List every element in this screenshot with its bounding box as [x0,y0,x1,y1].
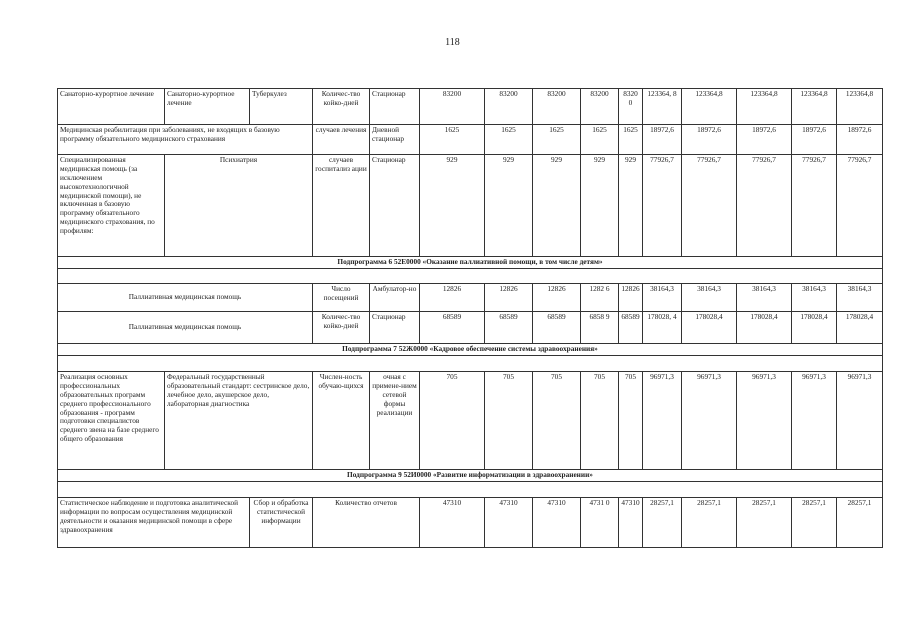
cell-service: Паллиативная медицинская помощь [58,284,313,312]
cell-volume-4: 83200 [581,89,619,125]
page-number: 118 [445,37,460,48]
cell-finance-5: 77926,7 [837,155,883,257]
cell-volume-2: 1625 [485,125,533,155]
cell-volume-5: 929 [619,155,643,257]
budget-table [57,88,883,548]
cell-content: Санаторно-курортное лечение [165,89,250,125]
cell-form: Стационар [370,312,420,344]
cell-finance-4: 18972,6 [792,125,837,155]
cell-indicator: Количес-тво койко-дней [313,89,370,125]
cell-finance-3: 178028,4 [737,312,792,344]
cell-content: Федеральный государственный образовательный стандарт: сестринское дело, лечебное дело, акушерское дело, лабораторная диагностика [165,372,313,470]
subprogram-9-title: Подпрограмма 9 52И0000 «Развитие информатизации в здравоохранении» [58,470,883,482]
cell-finance-5: 18972,6 [837,125,883,155]
subprogram-6-title: Подпрограмма 6 52Е0000 «Оказание паллиативной помощи, в том числе детям» [58,257,883,269]
cell-finance-3: 38164,3 [737,284,792,312]
cell-finance-2: 96971,3 [682,372,737,470]
cell-finance-1: 18972,6 [643,125,682,155]
cell-volume-1: 1625 [420,125,485,155]
cell-volume-2: 68589 [485,312,533,344]
cell-volume-5: 47310 [619,498,643,548]
cell-indicator: Количес-тво койко-дней [313,312,370,344]
cell-content: Сбор и обработка статистической информации [250,498,313,548]
cell-form: Амбулатор-но [370,284,420,312]
cell-finance-1: 77926,7 [643,155,682,257]
spacer-cell [58,269,883,284]
cell-finance-2: 123364,8 [682,89,737,125]
cell-volume-3: 1625 [533,125,581,155]
cell-finance-3: 77926,7 [737,155,792,257]
spacer-cell [58,482,883,498]
cell-service: Паллиативная медицинская помощь [58,312,313,344]
cell-finance-2: 77926,7 [682,155,737,257]
cell-finance-1: 123364, 8 [643,89,682,125]
cell-finance-2: 28257,1 [682,498,737,548]
cell-volume-4: 929 [581,155,619,257]
subprogram-row [58,470,883,482]
spacer-row [58,269,883,284]
cell-volume-4: 4731 0 [581,498,619,548]
cell-volume-3: 705 [533,372,581,470]
cell-profile: Психиатрия [165,155,313,257]
cell-form: очная с примене-нием сетевой формы реализации [370,372,420,470]
cell-indicator: Число посещений [313,284,370,312]
cell-volume-5: 705 [619,372,643,470]
cell-indicator: Числен-ность обучаю-щихся [313,372,370,470]
cell-service: Медицинская реабилитация при заболеваниях, не входящих в базовую программу обязательного медицинского страхования [58,125,313,155]
table-row [58,89,883,125]
cell-finance-5: 123364,8 [837,89,883,125]
cell-service: Статистическое наблюдение и подготовка аналитической информации по вопросам осуществления медицинской деятельности и оказания медицинской помощи в сфере здравоохранения [58,498,250,548]
table-row [58,372,883,470]
cell-finance-2: 38164,3 [682,284,737,312]
cell-finance-1: 38164,3 [643,284,682,312]
cell-volume-5: 1625 [619,125,643,155]
cell-volume-3: 12826 [533,284,581,312]
cell-finance-2: 178028,4 [682,312,737,344]
cell-volume-3: 929 [533,155,581,257]
cell-volume-4: 705 [581,372,619,470]
cell-finance-4: 28257,1 [792,498,837,548]
cell-service: Реализация основных профессиональных образовательных программ среднего профессионального образования - программ подготовки специалистов среднего звена на базе среднего общего образования [58,372,165,470]
cell-finance-3: 18972,6 [737,125,792,155]
cell-volume-2: 47310 [485,498,533,548]
cell-indicator: случаев госпитализ ации [313,155,370,257]
cell-finance-3: 123364,8 [737,89,792,125]
cell-finance-4: 123364,8 [792,89,837,125]
cell-volume-5: 12826 [619,284,643,312]
cell-service: Специализированная медицинская помощь (за исключением высокотехнологичной медицинской помощи), не включенная в базовую программу обязательного медицинского страхования, по профилям: [58,155,165,257]
cell-volume-1: 83200 [420,89,485,125]
cell-finance-3: 96971,3 [737,372,792,470]
cell-volume-2: 83200 [485,89,533,125]
cell-volume-5: 8320 0 [619,89,643,125]
cell-volume-1: 705 [420,372,485,470]
cell-volume-2: 929 [485,155,533,257]
cell-finance-4: 178028,4 [792,312,837,344]
cell-finance-1: 28257,1 [643,498,682,548]
cell-finance-4: 38164,3 [792,284,837,312]
cell-finance-4: 96971,3 [792,372,837,470]
cell-volume-1: 12826 [420,284,485,312]
table-row [58,312,883,344]
cell-finance-1: 178028, 4 [643,312,682,344]
cell-volume-4: 6858 9 [581,312,619,344]
cell-volume-4: 1625 [581,125,619,155]
spacer-row [58,356,883,372]
cell-volume-1: 929 [420,155,485,257]
cell-volume-1: 68589 [420,312,485,344]
cell-form: Стационар [370,155,420,257]
cell-finance-3: 28257,1 [737,498,792,548]
spacer-row [58,482,883,498]
cell-indicator: случаев лечения [313,125,370,155]
table-row [58,125,883,155]
cell-form: Дневной стационар [370,125,420,155]
cell-volume-1: 47310 [420,498,485,548]
cell-volume-3: 83200 [533,89,581,125]
cell-volume-4: 1282 6 [581,284,619,312]
cell-volume-5: 68589 [619,312,643,344]
subprogram-row [58,257,883,269]
cell-profile: Туберкулез [250,89,313,125]
cell-finance-5: 28257,1 [837,498,883,548]
subprogram-row [58,344,883,356]
subprogram-7-title: Подпрограмма 7 52Ж0000 «Кадровое обеспечение системы здравоохранения» [58,344,883,356]
cell-volume-2: 705 [485,372,533,470]
cell-finance-1: 96971,3 [643,372,682,470]
cell-volume-2: 12826 [485,284,533,312]
cell-form: Стационар [370,89,420,125]
table-row [58,155,883,257]
cell-finance-5: 178028,4 [837,312,883,344]
cell-service: Санаторно-курортное лечение [58,89,165,125]
cell-finance-5: 38164,3 [837,284,883,312]
cell-finance-4: 77926,7 [792,155,837,257]
spacer-cell [58,356,883,372]
cell-indicator: Количество отчетов [313,498,420,548]
cell-finance-2: 18972,6 [682,125,737,155]
cell-volume-3: 47310 [533,498,581,548]
cell-finance-5: 96971,3 [837,372,883,470]
table-row [58,284,883,312]
cell-volume-3: 68589 [533,312,581,344]
table-row [58,498,883,548]
